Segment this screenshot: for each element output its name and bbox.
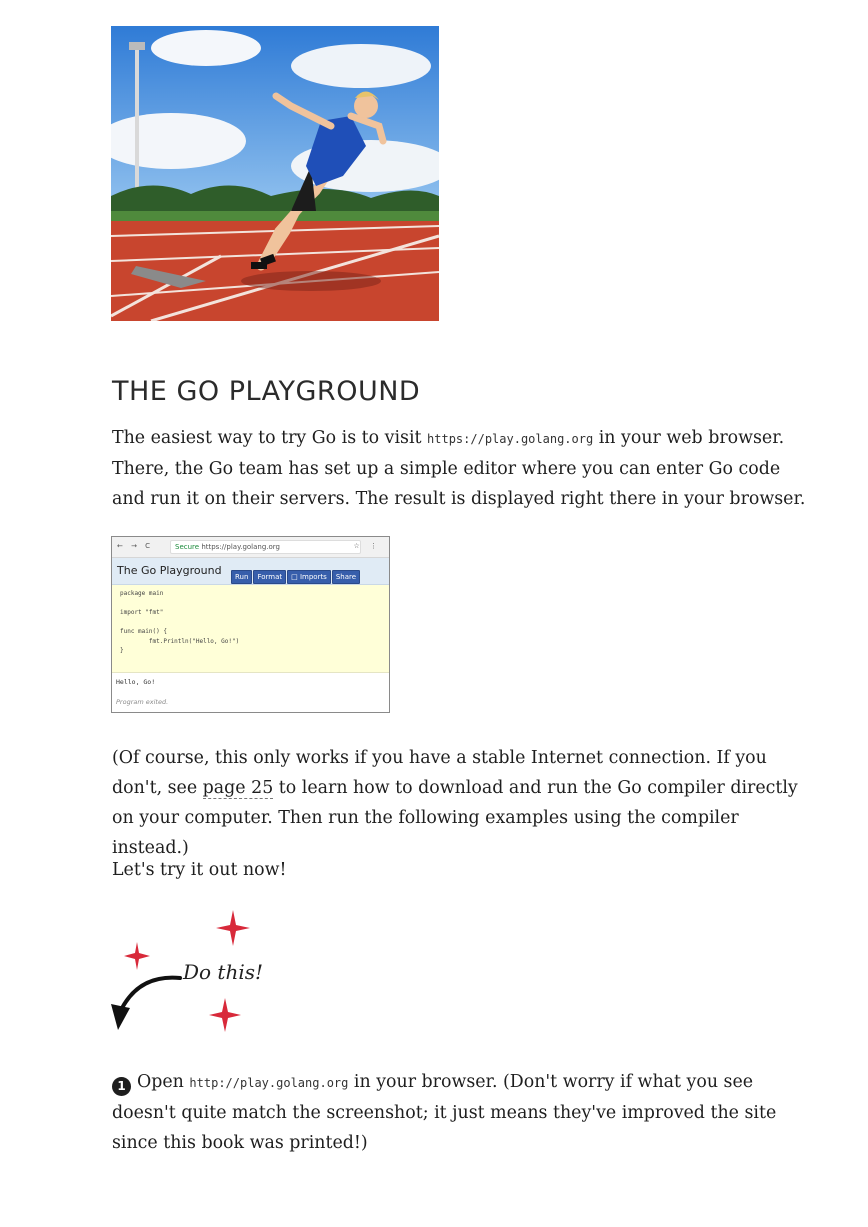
browser-bar <box>112 537 389 558</box>
intro-text-before: The easiest way to try Go is to visit <box>112 428 428 448</box>
program-exited: Program exited. <box>116 698 169 706</box>
browser-nav-icons: ← → C <box>117 542 154 550</box>
program-output: Hello, Go! <box>116 678 156 686</box>
step-1-url: http://play.golang.org <box>189 1076 349 1090</box>
sparkle-icon <box>124 942 150 970</box>
playground-screenshot <box>111 536 390 713</box>
imports-button: □ Imports <box>287 570 331 584</box>
connection-note-before: (Of course, this only works if you have a stable Internet connection. If you don't, see <box>112 748 767 798</box>
sprinter-photo <box>111 26 439 321</box>
step-1-text-after: in your browser. (Don't worry if what you see doesn't quite match the screenshot; it just means they've improved the site since this book was printed!) <box>112 1072 777 1153</box>
intro-text-after: in your web browser. There, the Go team has set up a simple editor where you can enter Go code and run it on their servers. The result is displayed right there in your browser. <box>112 428 806 509</box>
sprinter-image <box>111 26 439 321</box>
playground-header <box>112 558 389 585</box>
browser-address: https://play.golang.org <box>201 543 280 551</box>
section-heading: THE GO PLAYGROUND <box>112 376 421 407</box>
step-1-paragraph <box>112 1067 812 1158</box>
curved-arrow-icon <box>111 978 180 1030</box>
step-number-badge: 1 <box>112 1077 131 1096</box>
format-button: Format <box>253 570 286 584</box>
imports-label: Imports <box>299 573 327 581</box>
browser-tool-icons: ☆ ⋮ <box>353 542 381 550</box>
playground-title: The Go Playground <box>117 564 222 577</box>
page-25-link[interactable]: page 25 <box>202 778 274 798</box>
connection-note <box>112 743 812 863</box>
do-this-label: Do this! <box>183 960 264 984</box>
run-button: Run <box>231 570 252 584</box>
browser-address-bar <box>170 540 361 554</box>
code-editor <box>112 585 389 673</box>
step-1-text-before: Open <box>137 1072 190 1092</box>
code-text: package main import "fmt" func main() { fmt.Println("Hello, Go!") } <box>120 590 240 654</box>
secure-label: Secure <box>175 543 200 551</box>
connection-note-after: to learn how to download and run the Go compiler directly on your computer. Then run the following examples using the compiler instead.) <box>112 778 798 858</box>
share-button: Share <box>332 570 360 584</box>
sparkle-icon <box>209 998 241 1032</box>
try-it-paragraph: Let's try it out now! <box>112 860 287 880</box>
sparkle-icon <box>216 910 250 946</box>
intro-paragraph <box>112 423 812 514</box>
playground-url: https://play.golang.org <box>427 432 594 446</box>
playground-buttons <box>231 564 361 584</box>
